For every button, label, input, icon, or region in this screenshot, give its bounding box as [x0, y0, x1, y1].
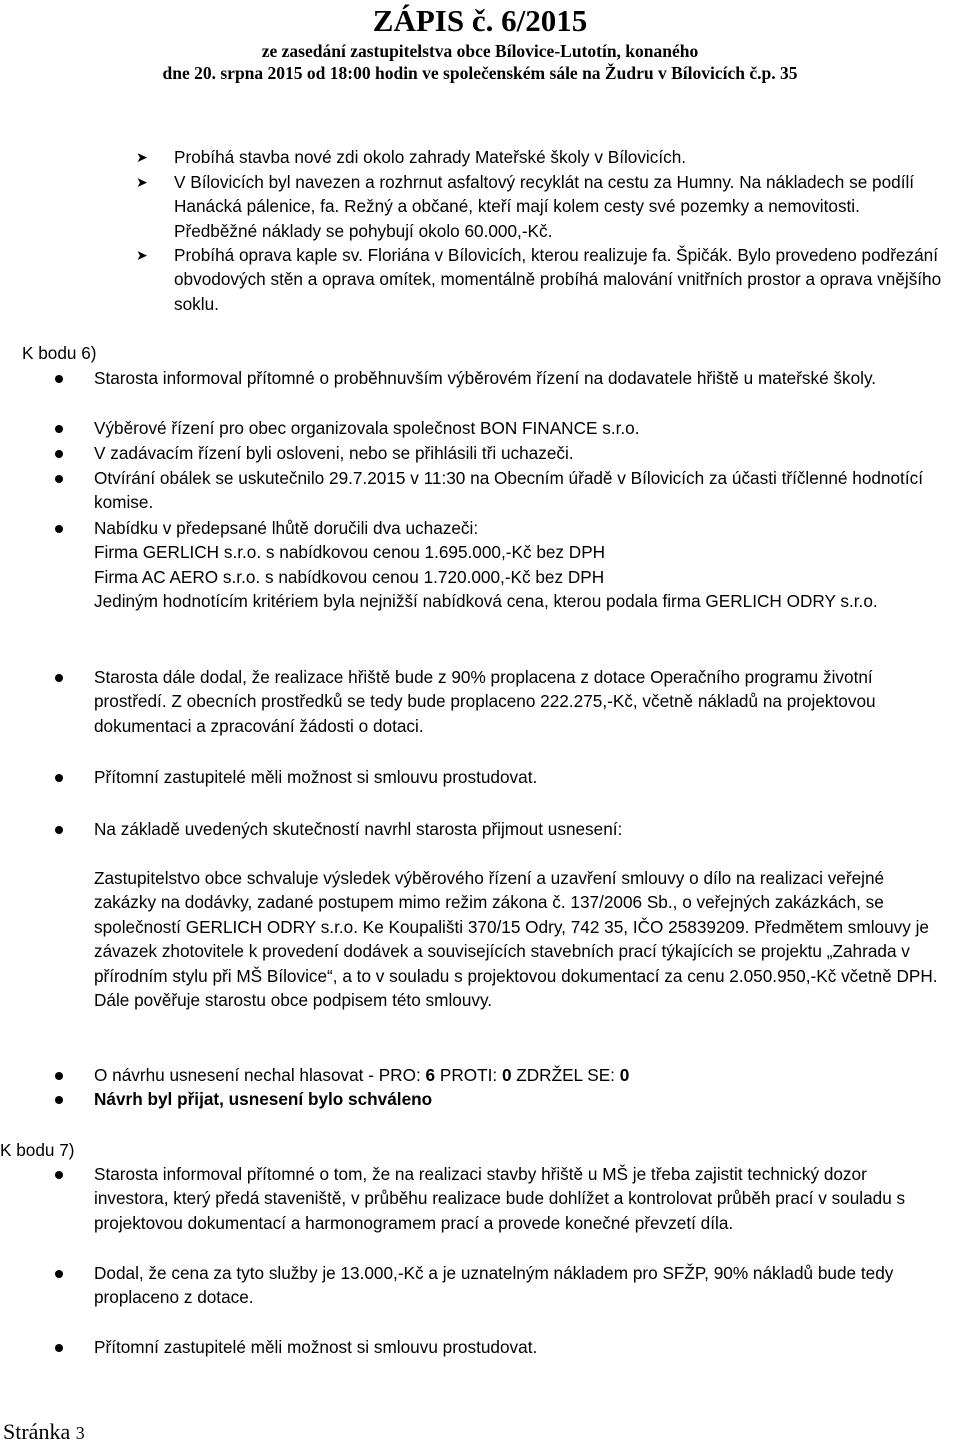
- bullet-dot-icon: [55, 1171, 63, 1179]
- bullet-dot-icon: [55, 1072, 63, 1080]
- bullet-dot-icon: [55, 525, 63, 533]
- page-label: Stránka: [3, 1419, 71, 1444]
- meeting-line-2: dne 20. srpna 2015 od 18:00 hodin ve společenském sále na Žudru v Bílovicích č.p. 35: [162, 63, 798, 83]
- arrow-item-text: V Bílovicích byl navezen a rozhrnut asfaltový recyklát na cestu za Humny. Na nákladech se podílí Hanácká pálenice, fa. Režný a občané, kteří mají kolem cesty své pozemky a nemovitosti. Předběžné náklady se pohybují okolo 60.000,-Kč.: [174, 172, 915, 241]
- section-6-title: K bodu 6): [22, 343, 97, 363]
- arrow-item-text: Probíhá stavba nové zdi okolo zahrady Mateřské školy v Bílovicích.: [174, 147, 687, 167]
- arrowhead-icon: ➤: [136, 149, 148, 165]
- document-title: ZÁPIS č. 6/2015: [372, 3, 588, 38]
- bullet-dot-icon: [55, 450, 63, 458]
- section-7-title: K bodu 7): [0, 1140, 75, 1160]
- bullet-dot-icon: [55, 375, 63, 383]
- bullet-dot-icon: [55, 674, 63, 682]
- arrow-item-text: Probíhá oprava kaple sv. Floriána v Bílovicích, kterou realizuje fa. Špičák. Bylo provedeno podřezání obvodových stěn a oprava omítek, momentálně probíhá malování vnitřních prostor a oprava vnějšího soklu.: [174, 245, 942, 314]
- arrowhead-icon: ➤: [136, 174, 148, 190]
- bullet-dot-icon: [55, 774, 63, 782]
- arrowhead-icon: ➤: [136, 247, 148, 263]
- bullet-dot-icon: [55, 475, 63, 483]
- page-footer: [3, 1418, 85, 1447]
- bullet-dot-icon: [55, 1270, 63, 1278]
- document-header: [0, 0, 960, 84]
- bullet-dot-icon: [55, 1096, 63, 1104]
- page-number: 3: [75, 1423, 85, 1443]
- meeting-line-1: ze zasedání zastupitelstva obce Bílovice-Lutotín, konaného: [261, 41, 699, 61]
- bullet-dot-icon: [55, 1344, 63, 1352]
- resolution-text: Zastupitelstvo obce schvaluje výsledek výběrového řízení a uzavření smlouvy o dílo na realizaci veřejné zakázky na dodávky, zadané postupem mimo režim zákona č. 137/2006 Sb., o veřejných zakázkách, se společností GERLICH ODRY s.r.o. Ke Koupališti 370/15 Odry, 742 35, IČO 25839209. Předmětem smlouvy je závazek zhotovitele k provedení dodávek a souvisejících stavebních prací týkajících se projektu „Zahrada v přírodním stylu při MŠ Bílovice“, a to v souladu s projektovou dokumentací za cenu 2.050.950,-Kč včetně DPH. Dále pověřuje starostu obce podpisem této smlouvy.: [94, 868, 938, 1011]
- bullet-dot-icon: [55, 826, 63, 834]
- bullet-dot-icon: [55, 425, 63, 433]
